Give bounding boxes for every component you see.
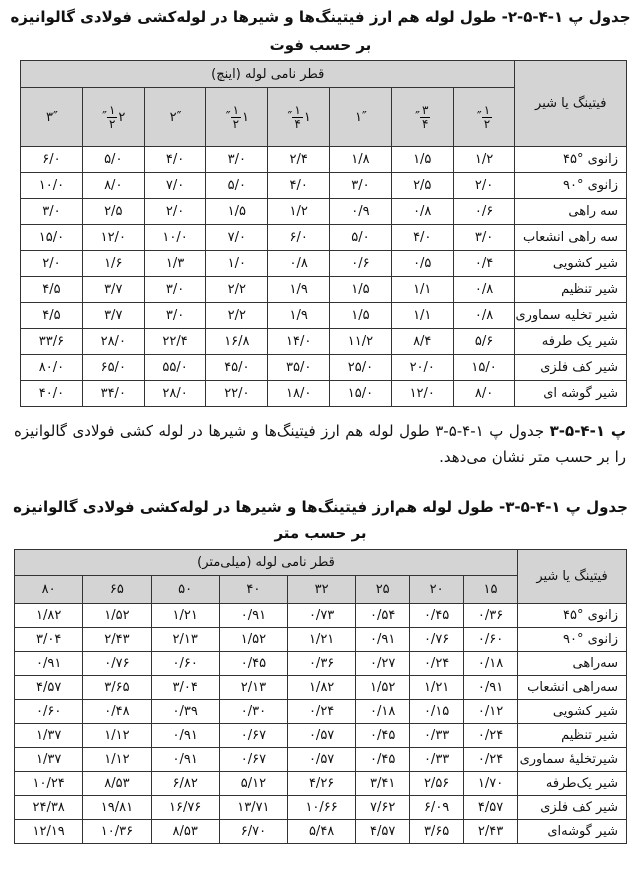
table-cell: ۰/۲۴ <box>464 724 518 748</box>
table-cell: ۵۵/۰ <box>144 355 206 381</box>
table-cell: ۱۳/۷۱ <box>219 796 287 820</box>
row-label: زانوی °۹۰ <box>515 173 627 199</box>
table-cell: ۳/۰ <box>330 173 392 199</box>
table-cell: ۵/۴۸ <box>288 820 356 844</box>
table-cell: ۶/۸۲ <box>151 772 219 796</box>
table-cell: ۱۲/۰ <box>391 381 453 407</box>
table-cell: ۱۰/۰ <box>21 173 83 199</box>
column-header: ۱۵ <box>464 576 518 604</box>
table-cell: ۴/۰ <box>268 173 330 199</box>
column-numerator: ۱ <box>483 102 491 117</box>
table-row <box>21 251 627 277</box>
group-header: قطر نامی لوله (اینچ) <box>21 61 515 88</box>
column-numerator: ۱ <box>108 102 116 117</box>
column-header <box>391 88 453 147</box>
table-cell: ۰/۴۸ <box>83 700 151 724</box>
column-fraction <box>482 104 492 131</box>
table-cell: ۰/۳۹ <box>151 700 219 724</box>
table-cell: ۴/۲۶ <box>288 772 356 796</box>
table-cell: ۰/۳۶ <box>464 604 518 628</box>
table-cell: ۰/۷۶ <box>410 628 464 652</box>
column-whole: ۱″ <box>355 109 367 125</box>
table-cell: ۱۰/۶۶ <box>288 796 356 820</box>
table-cell: ۱/۵ <box>206 199 268 225</box>
table-cell: ۱۰/۰ <box>144 225 206 251</box>
table-cell: ۸/۰ <box>453 381 515 407</box>
table-cell: ۰/۴۵ <box>356 748 410 772</box>
table-cell: ۰/۸ <box>453 277 515 303</box>
table-cell: ۱/۵ <box>391 147 453 173</box>
table-cell: ۲/۰ <box>453 173 515 199</box>
table-cell: ۰/۶۰ <box>151 652 219 676</box>
table-cell: ۱۵/۰ <box>21 225 83 251</box>
table-cell: ۵/۰ <box>82 147 144 173</box>
table-row <box>21 381 627 407</box>
table-cell: ۰/۹۱ <box>219 604 287 628</box>
column-header: ۶۵ <box>83 576 151 604</box>
table-cell: ۰/۶ <box>453 199 515 225</box>
table-cell: ۸/۰ <box>82 173 144 199</box>
table-cell: ۰/۹۱ <box>464 676 518 700</box>
inch-mark: ″ <box>225 109 231 125</box>
row-label: شیرتخلیهٔ سماوری <box>518 748 627 772</box>
column-denominator: ۴ <box>294 116 301 131</box>
table-cell: ۱/۵۲ <box>219 628 287 652</box>
table-cell: ۱/۱ <box>391 303 453 329</box>
table-cell: ۱/۳ <box>144 251 206 277</box>
inch-mark: ″ <box>476 109 482 125</box>
table2-title: جدول پ ۱-۴-۵-۳- طول لوله هم‌ارز فیتینگ‌ها و شیرها در لوله‌کشی فولادی گالوانیزه <box>13 498 628 516</box>
table-cell: ۴۵/۰ <box>206 355 268 381</box>
table-row <box>15 652 627 676</box>
table-cell: ۱/۵ <box>330 277 392 303</box>
table-cell: ۱/۲ <box>268 199 330 225</box>
column-denominator: ۲ <box>232 116 240 131</box>
table-cell: ۸/۵۳ <box>151 820 219 844</box>
table-cell: ۰/۷۳ <box>288 604 356 628</box>
table-cell: ۱۵/۰ <box>453 355 515 381</box>
table-cell: ۲۴/۳۸ <box>15 796 83 820</box>
table-cell: ۰/۴ <box>453 251 515 277</box>
table-cell: ۲/۴۳ <box>464 820 518 844</box>
paragraph-text: جدول پ ۱-۴-۵-۳ طول لوله هم ارز فیتینگ‌ها و شیرها در لوله کشی فولادی گالوانیزه را بر حسب متر نشان می‌دهد. <box>14 422 626 466</box>
paragraph-heading: پ ۱-۴-۵-۳ <box>549 422 626 440</box>
table-cell: ۲/۱۳ <box>219 676 287 700</box>
table-cell: ۷/۶۲ <box>356 796 410 820</box>
corner-header: فیتینگ یا شیر <box>518 550 627 604</box>
table-cell: ۱۹/۸۱ <box>83 796 151 820</box>
table-cell: ۶/۰۹ <box>410 796 464 820</box>
table-cell: ۱/۶ <box>82 251 144 277</box>
table-cell: ۲۸/۰ <box>82 329 144 355</box>
table-cell: ۰/۱۲ <box>464 700 518 724</box>
column-denominator: ۲ <box>483 116 491 131</box>
table-cell: ۰/۳۳ <box>410 748 464 772</box>
table-cell: ۲/۱۳ <box>151 628 219 652</box>
corner-header: فیتینگ یا شیر <box>515 61 627 147</box>
table-cell: ۲۰/۰ <box>391 355 453 381</box>
column-numerator: ۳ <box>421 102 429 117</box>
row-label: شیر گوشه ای <box>515 381 627 407</box>
table-cell: ۱/۲۱ <box>288 628 356 652</box>
table-cell: ۰/۵۷ <box>288 748 356 772</box>
column-header <box>21 88 83 147</box>
table-cell: ۰/۹۱ <box>15 652 83 676</box>
table-cell: ۰/۹۱ <box>356 628 410 652</box>
table-row <box>15 796 627 820</box>
inch-mark: ″ <box>415 109 420 125</box>
table-cell: ۳/۴۱ <box>356 772 410 796</box>
table-cell: ۱/۱۲ <box>83 748 151 772</box>
table-cell: ۱۴/۰ <box>268 329 330 355</box>
table-row <box>15 724 627 748</box>
inch-mark: ″ <box>287 109 293 125</box>
table-cell: ۱/۰ <box>206 251 268 277</box>
table-cell: ۱۵/۰ <box>330 381 392 407</box>
table-cell: ۵/۰ <box>330 225 392 251</box>
table-row <box>15 772 627 796</box>
column-whole: ۲″ <box>169 109 182 125</box>
table-cell: ۰/۳۰ <box>219 700 287 724</box>
table-cell: ۱/۱۲ <box>83 724 151 748</box>
row-label: شیر کف فلزی <box>518 796 627 820</box>
row-label: شیر کشویی <box>515 251 627 277</box>
table-cell: ۲/۴ <box>268 147 330 173</box>
table-cell: ۳/۷ <box>82 303 144 329</box>
column-whole: ۲ <box>118 109 126 125</box>
table-cell: ۰/۱۸ <box>464 652 518 676</box>
column-header: ۵۰ <box>151 576 219 604</box>
column-denominator: ۲ <box>108 116 116 131</box>
table-cell: ۰/۱۸ <box>356 700 410 724</box>
column-header: ۸۰ <box>15 576 83 604</box>
table-cell: ۴/۰ <box>144 147 206 173</box>
table-cell: ۳/۰۴ <box>151 676 219 700</box>
table-row <box>15 676 627 700</box>
table-cell: ۰/۴۵ <box>356 724 410 748</box>
table-row <box>21 303 627 329</box>
column-fraction <box>420 104 430 131</box>
table-cell: ۲/۲ <box>206 277 268 303</box>
row-label: زانوی °۹۰ <box>518 628 627 652</box>
table-cell: ۰/۴۵ <box>219 652 287 676</box>
column-numerator: ۱ <box>294 102 301 117</box>
table-cell: ۲/۴۳ <box>83 628 151 652</box>
column-header: ۲۵ <box>356 576 410 604</box>
table-cell: ۰/۸ <box>268 251 330 277</box>
table-cell: ۰/۶۷ <box>219 724 287 748</box>
table1-title-unit: بر حسب فوت <box>269 36 372 54</box>
column-header <box>82 88 144 147</box>
table-cell: ۳۳/۶ <box>21 329 83 355</box>
table-cell: ۱/۹ <box>268 303 330 329</box>
row-label: شیر تخلیه سماوری <box>515 303 627 329</box>
column-whole: ۱ <box>242 109 249 125</box>
column-fraction <box>231 104 241 131</box>
column-header: ۴۰ <box>219 576 287 604</box>
table-cell: ۲/۵ <box>82 199 144 225</box>
table-cell: ۱۲/۱۹ <box>15 820 83 844</box>
table-cell: ۵/۰ <box>206 173 268 199</box>
table-cell: ۸۰/۰ <box>21 355 83 381</box>
table-cell: ۱/۳۷ <box>15 724 83 748</box>
table-cell: ۱/۲۱ <box>410 676 464 700</box>
table-cell: ۱/۳۷ <box>15 748 83 772</box>
row-label: سه‌راهی <box>518 652 627 676</box>
row-label: شیر یک طرفه <box>515 329 627 355</box>
table-cell: ۲/۲ <box>206 303 268 329</box>
table-cell: ۰/۹ <box>330 199 392 225</box>
table-row <box>15 748 627 772</box>
table-cell: ۰/۹۱ <box>151 724 219 748</box>
table-cell: ۰/۳۶ <box>288 652 356 676</box>
table2-title-unit: بر حسب متر <box>274 524 367 542</box>
table-cell: ۳۵/۰ <box>268 355 330 381</box>
table-cell: ۳/۰ <box>453 225 515 251</box>
table-cell: ۰/۶۰ <box>15 700 83 724</box>
table-cell: ۲۲/۰ <box>206 381 268 407</box>
table-cell: ۰/۲۷ <box>356 652 410 676</box>
table-cell: ۰/۴۵ <box>410 604 464 628</box>
table-cell: ۱/۲ <box>453 147 515 173</box>
table-row <box>15 700 627 724</box>
table-cell: ۱/۹ <box>268 277 330 303</box>
table-cell: ۶/۰ <box>21 147 83 173</box>
table-cell: ۵/۱۲ <box>219 772 287 796</box>
table-cell: ۲/۰ <box>144 199 206 225</box>
table-cell: ۲۲/۴ <box>144 329 206 355</box>
table-row <box>21 329 627 355</box>
table-cell: ۱/۸۲ <box>15 604 83 628</box>
table-cell: ۰/۲۴ <box>464 748 518 772</box>
column-header <box>206 88 268 147</box>
table-cell: ۴/۵ <box>21 303 83 329</box>
table-cell: ۲۵/۰ <box>330 355 392 381</box>
table-cell: ۰/۲۴ <box>288 700 356 724</box>
column-header <box>330 88 392 147</box>
row-label: شیر یک‌طرفه <box>518 772 627 796</box>
table-cell: ۱/۵۲ <box>83 604 151 628</box>
table-row <box>21 225 627 251</box>
table-cell: ۰/۸ <box>391 199 453 225</box>
table-cell: ۱/۱ <box>391 277 453 303</box>
table-cell: ۷/۰ <box>144 173 206 199</box>
table-row <box>21 277 627 303</box>
table-cell: ۲/۰ <box>21 251 83 277</box>
table-row <box>15 604 627 628</box>
row-label: سه راهی انشعاب <box>515 225 627 251</box>
table-cell: ۳/۷ <box>82 277 144 303</box>
row-label: شیر کشویی <box>518 700 627 724</box>
column-denominator: ۴ <box>421 116 429 131</box>
table-row <box>21 199 627 225</box>
table-cell: ۲/۵ <box>391 173 453 199</box>
table-cell: ۱۱/۲ <box>330 329 392 355</box>
table-cell: ۱۰/۳۶ <box>83 820 151 844</box>
group-header: قطر نامی لوله (میلی‌متر) <box>15 550 518 576</box>
table-cell: ۱/۸۲ <box>288 676 356 700</box>
table-cell: ۰/۱۵ <box>410 700 464 724</box>
table-cell: ۲/۵۶ <box>410 772 464 796</box>
column-whole: ۱ <box>303 109 311 125</box>
table-cell: ۰/۵۴ <box>356 604 410 628</box>
table-cell: ۰/۶ <box>330 251 392 277</box>
table-cell: ۰/۵ <box>391 251 453 277</box>
table-cell: ۴/۵۷ <box>15 676 83 700</box>
table-cell: ۰/۶۷ <box>219 748 287 772</box>
table-cell: ۴/۰ <box>391 225 453 251</box>
row-label: شیر کف فلزی <box>515 355 627 381</box>
table-cell: ۴/۵ <box>21 277 83 303</box>
table-cell: ۳/۰ <box>21 199 83 225</box>
table-cell: ۰/۲۴ <box>410 652 464 676</box>
row-label: زانوی °۴۵ <box>518 604 627 628</box>
column-fraction <box>292 104 302 131</box>
column-header: ۲۰ <box>410 576 464 604</box>
table-cell: ۰/۸ <box>453 303 515 329</box>
table-cell: ۱۶/۸ <box>206 329 268 355</box>
table-cell: ۱۲/۰ <box>82 225 144 251</box>
table-cell: ۳/۰۴ <box>15 628 83 652</box>
row-label: شیر تنظیم <box>518 724 627 748</box>
table1-title: جدول پ ۱-۴-۵-۲- طول لوله هم ارز فیتینگ‌ها و شیرها در لوله‌کشی فولادی گالوانیزه <box>10 8 631 26</box>
table-cell: ۳/۰ <box>206 147 268 173</box>
table-cell: ۷/۰ <box>206 225 268 251</box>
table-cell: ۱۸/۰ <box>268 381 330 407</box>
table-cell: ۳/۶۵ <box>410 820 464 844</box>
column-header <box>453 88 515 147</box>
table-meters <box>14 549 627 844</box>
table-cell: ۱/۵۲ <box>356 676 410 700</box>
table-cell: ۴/۵۷ <box>464 796 518 820</box>
table-cell: ۰/۶۰ <box>464 628 518 652</box>
table-cell: ۱/۷۰ <box>464 772 518 796</box>
table-cell: ۰/۹۱ <box>151 748 219 772</box>
paragraph <box>14 418 626 470</box>
column-header <box>268 88 330 147</box>
table-feet <box>20 60 627 407</box>
row-label: شیر گوشه‌ای <box>518 820 627 844</box>
row-label: سه راهی <box>515 199 627 225</box>
table-cell: ۰/۳۳ <box>410 724 464 748</box>
table-cell: ۱۰/۲۴ <box>15 772 83 796</box>
column-header: ۳۲ <box>288 576 356 604</box>
row-label: شیر تنظیم <box>515 277 627 303</box>
column-whole: ۳″ <box>46 109 58 125</box>
table-cell: ۸/۵۳ <box>83 772 151 796</box>
table-cell: ۴/۵۷ <box>356 820 410 844</box>
table-cell: ۶۵/۰ <box>82 355 144 381</box>
table-cell: ۳/۶۵ <box>83 676 151 700</box>
table-cell: ۱/۲۱ <box>151 604 219 628</box>
table-cell: ۲۸/۰ <box>144 381 206 407</box>
column-numerator: ۱ <box>232 102 240 117</box>
row-label: زانوی °۴۵ <box>515 147 627 173</box>
table-cell: ۶/۰ <box>268 225 330 251</box>
table-row <box>21 355 627 381</box>
table-row <box>15 820 627 844</box>
table-cell: ۱۶/۷۶ <box>151 796 219 820</box>
table-cell: ۱/۵ <box>330 303 392 329</box>
row-label: سه‌راهی انشعاب <box>518 676 627 700</box>
table-cell: ۳۴/۰ <box>82 381 144 407</box>
column-header <box>144 88 206 147</box>
table-cell: ۴۰/۰ <box>21 381 83 407</box>
table-row <box>21 173 627 199</box>
column-fraction <box>107 104 117 131</box>
table-cell: ۰/۷۶ <box>83 652 151 676</box>
table-row <box>15 628 627 652</box>
table-cell: ۶/۷۰ <box>219 820 287 844</box>
table-cell: ۸/۴ <box>391 329 453 355</box>
table-cell: ۰/۵۷ <box>288 724 356 748</box>
table-cell: ۳/۰ <box>144 303 206 329</box>
inch-mark: ″ <box>102 109 107 125</box>
table-cell: ۳/۰ <box>144 277 206 303</box>
table-row <box>21 147 627 173</box>
table-cell: ۵/۶ <box>453 329 515 355</box>
table-cell: ۱/۸ <box>330 147 392 173</box>
